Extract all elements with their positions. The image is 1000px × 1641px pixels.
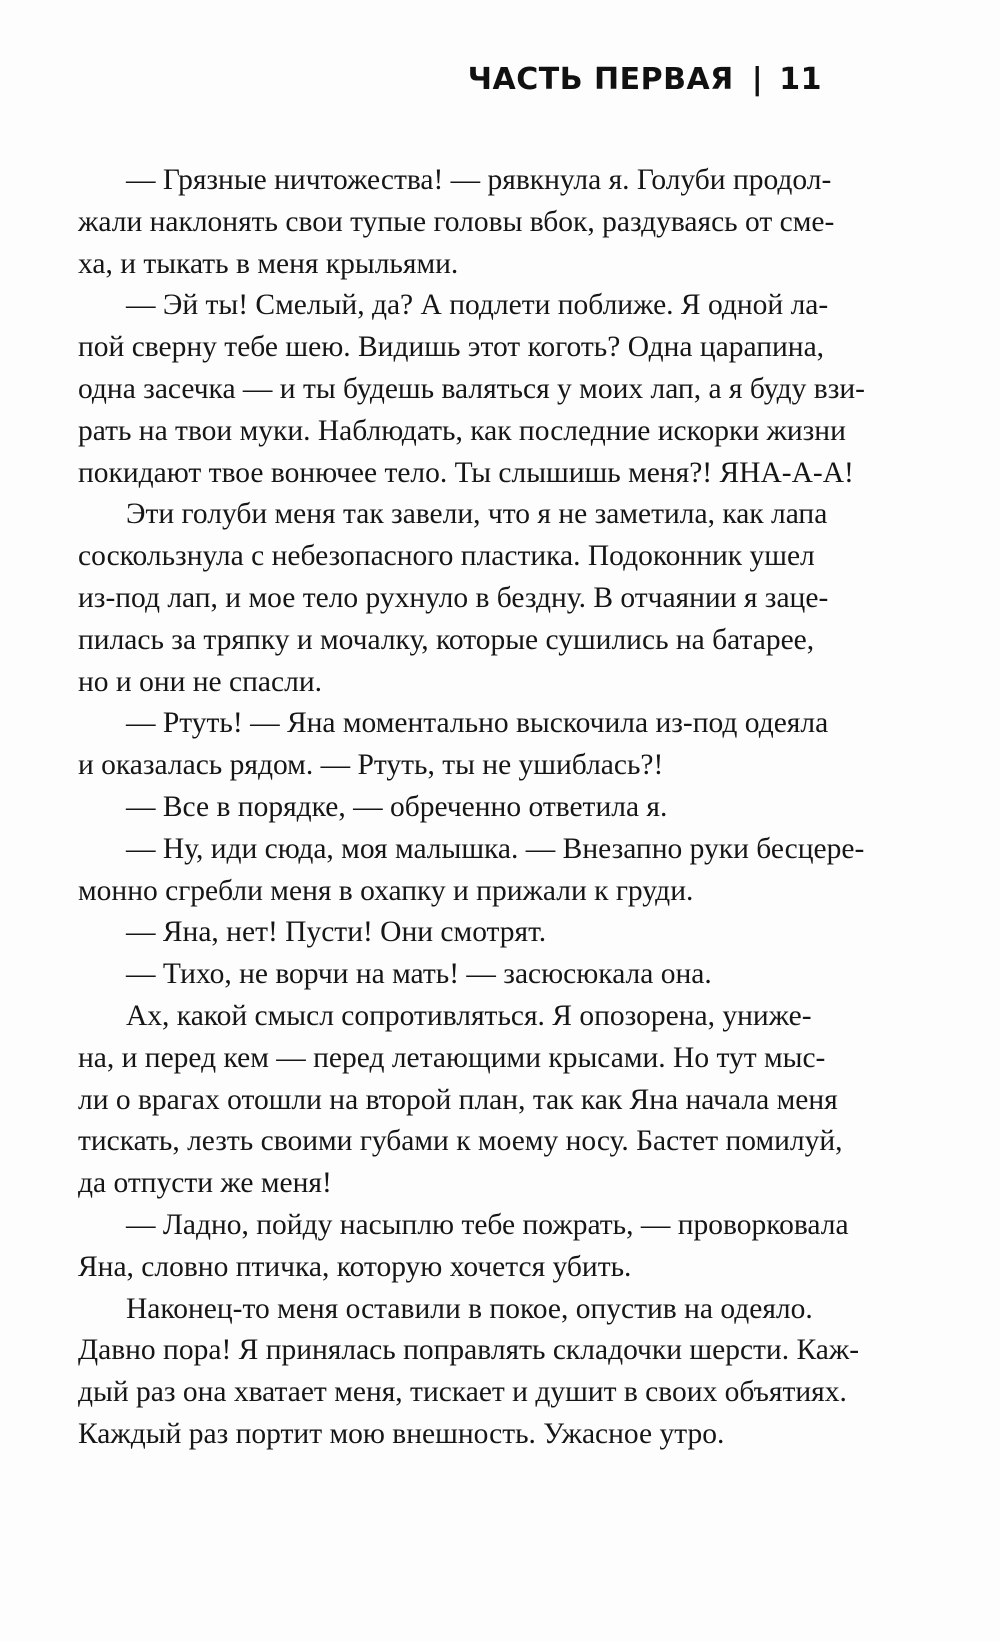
text-line: из-под лап, и мое тело рухнуло в бездну. В отчаянии я заце- [78, 581, 829, 614]
text-line: — Грязные ничтожества! — рявкнула я. Голуби продол- [126, 164, 832, 196]
text-line: Ах, какой смысл сопротивляться. Я опозорена, униже- [126, 999, 812, 1032]
text-line: дый раз она хватает меня, тискает и душит в своих объятиях. [78, 1376, 847, 1409]
text-line: Давно пора! Я принялась поправлять складочки шерсти. Каж- [78, 1334, 860, 1367]
text-line: монно сгребли меня в охапку и прижали к груди. [78, 874, 694, 907]
body-text [78, 160, 865, 1456]
text-line: Наконец-то меня оставили в покое, опустив на одеяло. [126, 1292, 813, 1325]
text-line: да отпусти же меня! [78, 1167, 332, 1200]
text-line: ха, и тыкать в меня крыльями. [78, 247, 459, 280]
text-line: жали наклонять свои тупые головы вбок, раздуваясь от сме- [78, 205, 835, 238]
header-separator: | [751, 62, 764, 97]
text-line: Яна, словно птичка, которую хочется убить. [78, 1250, 632, 1283]
text-line: — Эй ты! Смелый, да? А подлети поближе. Я одной ла- [126, 289, 829, 322]
text-line: — Все в порядке, — обреченно ответила я. [126, 790, 668, 823]
text-line: Эти голуби меня так завели, что я не заметила, как лапа [126, 498, 828, 531]
text-line: — Яна, нет! Пусти! Они смотрят. [126, 916, 547, 949]
text-line: и оказалась рядом. — Ртуть, ты не ушиблась?! [78, 749, 664, 782]
text-line: покидают твое вонючее тело. Ты слышишь меня?! ЯНА-А-А! [78, 456, 854, 489]
text-line: но и они не спасли. [78, 665, 322, 698]
text-line: — Ртуть! — Яна моментально выскочила из-под одеяла [126, 707, 829, 740]
text-line: тискать, лезть своими губами к моему носу. Бастет помилуй, [78, 1125, 843, 1158]
text-line: — Ладно, пойду насыплю тебе пожрать, — проворковала [126, 1208, 849, 1241]
text-line: пилась за тряпку и мочалку, которые сушились на батарее, [78, 623, 815, 656]
section-title: ЧАСТЬ ПЕРВАЯ [467, 62, 734, 97]
text-line: одна засечка — и ты будешь валяться у моих лап, а я буду взи- [78, 372, 865, 405]
text-line: пой сверну тебе шею. Видишь этот коготь? Одна царапина, [78, 331, 825, 364]
text-line: Каждый раз портит мою внешность. Ужасное утро. [78, 1417, 725, 1450]
text-line: ли о врагах отошли на второй план, так как Яна начала меня [78, 1083, 838, 1116]
text-line: рать на твои муки. Наблюдать, как последние искорки жизни [78, 414, 846, 447]
text-line: на, и перед кем — перед летающими крысами. Но тут мыс- [78, 1041, 826, 1074]
text-line: — Ну, иди сюда, моя малышка. — Внезапно руки бесцере- [126, 832, 865, 865]
text-line: соскользнула с небезопасного пластика. Подоконник ушел [78, 540, 815, 573]
page-number: 11 [779, 62, 822, 97]
running-header [468, 62, 822, 97]
text-line: — Тихо, не ворчи на мать! — засюсюкала она. [126, 958, 712, 991]
